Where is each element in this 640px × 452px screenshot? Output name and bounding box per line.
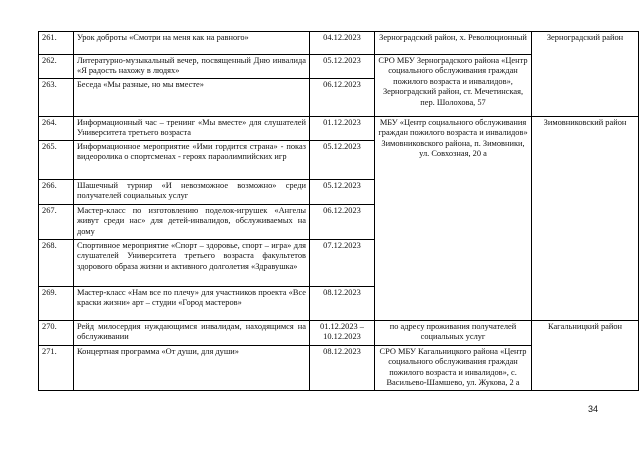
row-number: 270.	[39, 321, 74, 346]
row-number: 264.	[39, 117, 74, 141]
event-location: Зерноградский район, х. Революционный	[375, 32, 532, 55]
row-number: 263.	[39, 79, 74, 117]
event-title: Информационное мероприятие «Ими гордится страна» - показ видеоролика о спортсменах - героях параолимпийских игр	[74, 141, 310, 180]
row-number: 265.	[39, 141, 74, 180]
event-location: по адресу проживания получателей социальных услуг	[375, 321, 532, 346]
row-number: 266.	[39, 180, 74, 205]
event-date: 08.12.2023	[310, 287, 375, 321]
event-title: Беседа «Мы разные, но мы вместе»	[74, 79, 310, 117]
table-row	[39, 117, 639, 141]
row-number: 269.	[39, 287, 74, 321]
row-number: 261.	[39, 32, 74, 55]
event-title: Шашечный турнир «И невозможное возможно» среди получателей социальных услуг	[74, 180, 310, 205]
events-table	[38, 31, 639, 391]
event-date: 05.12.2023	[310, 180, 375, 205]
district-cell: Зерноградский район	[532, 32, 639, 117]
page-number: 34	[588, 404, 599, 414]
event-date: 01.12.2023	[310, 117, 375, 141]
event-title: Рейд милосердия нуждающимся инвалидам, находящимся на обслуживании	[74, 321, 310, 346]
event-title: Спортивное мероприятие «Спорт – здоровье, спорт – игра» для слушателей Университета третьего возраста факультетов здорового образа жизни и активного долголетия «Здравушка»	[74, 240, 310, 287]
event-date: 04.12.2023	[310, 32, 375, 55]
event-title: Информационный час – тренинг «Мы вместе» для слушателей Университета третьего возраста	[74, 117, 310, 141]
event-date: 05.12.2023	[310, 55, 375, 79]
table-row	[39, 321, 639, 346]
district-cell: Кагальницкий район	[532, 321, 639, 391]
row-number: 267.	[39, 205, 74, 240]
event-date: 01.12.2023 – 10.12.2023	[310, 321, 375, 346]
event-organizer: СРО МБУ Кагальницкого района «Центр социального обслуживания граждан пожилого возраста и инвалидов», с. Васильево-Шамшево, ул. Жукова, 2 а	[375, 346, 532, 391]
event-organizer: СРО МБУ Зерноградского района «Центр социального обслуживания граждан пожилого возраста и инвалидов», Зерноградский район, ст. Мечетинская, пер. Шолохова, 57	[375, 55, 532, 117]
event-date: 06.12.2023	[310, 205, 375, 240]
row-number: 271.	[39, 346, 74, 391]
event-title: Мастер-класс по изготовлению поделок-игрушек «Ангелы живут среди нас» для детей-инвалидов, обслуживаемых на дому	[74, 205, 310, 240]
table-row	[39, 32, 639, 55]
event-title: Урок доброты «Смотри на меня как на равного»	[74, 32, 310, 55]
event-title: Литературно-музыкальный вечер, посвященный Дню инвалида «Я радость нахожу в людях»	[74, 55, 310, 79]
event-title: Концертная программа «От души, для души»	[74, 346, 310, 391]
row-number: 268.	[39, 240, 74, 287]
event-date: 08.12.2023	[310, 346, 375, 391]
event-organizer: МБУ «Центр социального обслуживания граждан пожилого возраста и инвалидов» Зимовниковского района, п. Зимовники, ул. Совхозная, 20 а	[375, 117, 532, 321]
event-date: 05.12.2023	[310, 141, 375, 180]
event-title: Мастер-класс «Нам все по плечу» для участников проекта «Все краски жизни» арт – студии «Город мастеров»	[74, 287, 310, 321]
event-date: 07.12.2023	[310, 240, 375, 287]
district-cell: Зимовниковский район	[532, 117, 639, 321]
event-date: 06.12.2023	[310, 79, 375, 117]
row-number: 262.	[39, 55, 74, 79]
